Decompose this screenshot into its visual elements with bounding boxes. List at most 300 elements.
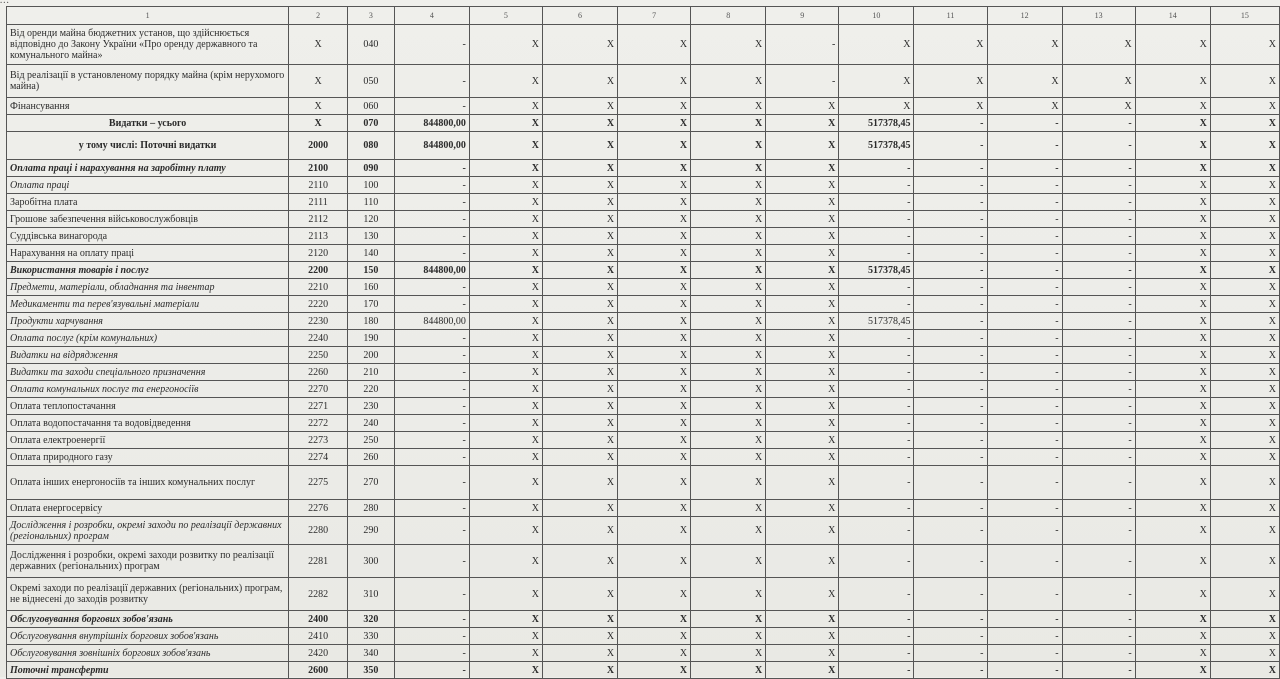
value-cell: - [1062, 245, 1135, 262]
value-cell: Х [766, 228, 839, 245]
value-cell: Х [1135, 398, 1210, 415]
value-cell: - [394, 347, 469, 364]
value-cell: Х [1135, 160, 1210, 177]
value-cell: Х [691, 65, 766, 98]
value-cell: Х [1135, 25, 1210, 65]
value-cell: - [1062, 211, 1135, 228]
value-cell: Х [469, 98, 542, 115]
table-row [7, 500, 1280, 517]
table-row [7, 330, 1280, 347]
value-cell: Х [766, 415, 839, 432]
row-code: 340 [348, 645, 395, 662]
table-row [7, 347, 1280, 364]
value-cell: Х [469, 262, 542, 279]
table-row [7, 645, 1280, 662]
value-cell: Х [691, 262, 766, 279]
value-cell: Х [1062, 98, 1135, 115]
row-label: Обслуговування внутрішніх боргових зобов'язань [7, 628, 289, 645]
column-number-4: 4 [394, 7, 469, 25]
value-cell: Х [618, 98, 691, 115]
value-cell: Х [766, 296, 839, 313]
value-cell: Х [839, 65, 914, 98]
value-cell: Х [618, 398, 691, 415]
row-code: 290 [348, 517, 395, 545]
value-cell: - [914, 381, 987, 398]
value-cell: Х [1135, 645, 1210, 662]
value-cell: Х [469, 177, 542, 194]
column-number-3: 3 [348, 7, 395, 25]
value-cell: 844800,00 [394, 313, 469, 330]
value-cell: Х [542, 25, 617, 65]
value-cell: Х [542, 398, 617, 415]
value-cell: Х [1135, 628, 1210, 645]
value-cell: - [914, 347, 987, 364]
value-cell: Х [1135, 432, 1210, 449]
value-cell: Х [1135, 611, 1210, 628]
value-cell: - [839, 466, 914, 500]
row-label: Оплата природного газу [7, 449, 289, 466]
row-label: Грошове забезпечення військовослужбовців [7, 211, 289, 228]
value-cell: - [839, 449, 914, 466]
value-cell: - [987, 432, 1062, 449]
value-cell: Х [542, 432, 617, 449]
value-cell: Х [914, 25, 987, 65]
value-cell: - [839, 330, 914, 347]
value-cell: - [914, 415, 987, 432]
value-cell: Х [469, 500, 542, 517]
value-cell: Х [1210, 313, 1279, 330]
value-cell: Х [542, 177, 617, 194]
value-cell: Х [766, 211, 839, 228]
value-cell: Х [618, 347, 691, 364]
value-cell: Х [766, 115, 839, 132]
value-cell: Х [691, 330, 766, 347]
value-cell: Х [1210, 98, 1279, 115]
kekv-code: 2276 [289, 500, 348, 517]
value-cell: - [914, 160, 987, 177]
value-cell: Х [1135, 500, 1210, 517]
row-label: Окремі заходи по реалізації державних (регіональних) програм, не віднесені до заходів розвитку [7, 578, 289, 611]
value-cell: Х [1210, 500, 1279, 517]
value-cell: Х [1135, 364, 1210, 381]
value-cell: Х [1135, 262, 1210, 279]
value-cell: - [987, 132, 1062, 160]
kekv-code: 2260 [289, 364, 348, 381]
value-cell: Х [1210, 662, 1279, 679]
value-cell: Х [469, 330, 542, 347]
value-cell: - [1062, 500, 1135, 517]
value-cell: Х [542, 262, 617, 279]
value-cell: Х [618, 177, 691, 194]
value-cell: Х [469, 415, 542, 432]
value-cell: Х [618, 364, 691, 381]
value-cell: - [839, 160, 914, 177]
kekv-code: 2280 [289, 517, 348, 545]
value-cell: - [914, 296, 987, 313]
value-cell: Х [1210, 25, 1279, 65]
value-cell: - [987, 245, 1062, 262]
value-cell: - [987, 398, 1062, 415]
value-cell: Х [1210, 245, 1279, 262]
value-cell: Х [469, 115, 542, 132]
value-cell: - [394, 194, 469, 211]
row-label: Оплата послуг (крім комунальних) [7, 330, 289, 347]
value-cell: - [839, 347, 914, 364]
table-row [7, 98, 1280, 115]
value-cell: Х [542, 364, 617, 381]
row-code: 190 [348, 330, 395, 347]
value-cell: - [394, 645, 469, 662]
table-row [7, 662, 1280, 679]
value-cell: Х [542, 211, 617, 228]
value-cell: Х [691, 415, 766, 432]
kekv-code: 2600 [289, 662, 348, 679]
value-cell: Х [1210, 517, 1279, 545]
value-cell: - [987, 228, 1062, 245]
value-cell: Х [766, 381, 839, 398]
value-cell: Х [618, 449, 691, 466]
value-cell: - [1062, 262, 1135, 279]
row-code: 240 [348, 415, 395, 432]
value-cell: - [1062, 449, 1135, 466]
column-number-12: 12 [987, 7, 1062, 25]
kekv-code: 2200 [289, 262, 348, 279]
value-cell: Х [618, 432, 691, 449]
value-cell: Х [691, 432, 766, 449]
value-cell: - [987, 115, 1062, 132]
column-number-6: 6 [542, 7, 617, 25]
value-cell: - [987, 177, 1062, 194]
value-cell: Х [914, 65, 987, 98]
table-row [7, 245, 1280, 262]
value-cell: Х [469, 25, 542, 65]
value-cell: Х [691, 364, 766, 381]
value-cell: - [839, 517, 914, 545]
kekv-code: 2410 [289, 628, 348, 645]
value-cell: Х [618, 115, 691, 132]
value-cell: - [839, 279, 914, 296]
value-cell: - [766, 25, 839, 65]
value-cell: Х [469, 160, 542, 177]
kekv-code: 2110 [289, 177, 348, 194]
value-cell: Х [542, 381, 617, 398]
value-cell: - [987, 466, 1062, 500]
value-cell: - [914, 245, 987, 262]
row-code: 100 [348, 177, 395, 194]
value-cell: - [914, 115, 987, 132]
value-cell: Х [469, 628, 542, 645]
value-cell: 517378,45 [839, 262, 914, 279]
value-cell: Х [618, 228, 691, 245]
value-cell: Х [766, 500, 839, 517]
value-cell: Х [618, 279, 691, 296]
value-cell: Х [1135, 194, 1210, 211]
value-cell: Х [1210, 262, 1279, 279]
value-cell: - [394, 466, 469, 500]
value-cell: Х [1135, 415, 1210, 432]
value-cell: Х [618, 662, 691, 679]
value-cell: - [914, 211, 987, 228]
row-code: 070 [348, 115, 395, 132]
kekv-code: 2120 [289, 245, 348, 262]
value-cell: Х [1210, 65, 1279, 98]
kekv-code: 2281 [289, 545, 348, 578]
value-cell: - [394, 228, 469, 245]
value-cell: - [987, 313, 1062, 330]
kekv-code: 2230 [289, 313, 348, 330]
value-cell: Х [469, 381, 542, 398]
value-cell: Х [691, 628, 766, 645]
kekv-code: 2113 [289, 228, 348, 245]
value-cell: - [987, 578, 1062, 611]
row-code: 320 [348, 611, 395, 628]
value-cell: - [914, 330, 987, 347]
row-label: Видатки на відрядження [7, 347, 289, 364]
value-cell: - [987, 330, 1062, 347]
value-cell: Х [1210, 347, 1279, 364]
value-cell: Х [1135, 381, 1210, 398]
value-cell: - [1062, 381, 1135, 398]
value-cell: Х [1210, 279, 1279, 296]
value-cell: Х [1135, 211, 1210, 228]
kekv-code: 2220 [289, 296, 348, 313]
value-cell: Х [766, 347, 839, 364]
value-cell: - [914, 279, 987, 296]
value-cell: - [987, 628, 1062, 645]
value-cell: Х [691, 245, 766, 262]
value-cell: Х [766, 432, 839, 449]
column-number-10: 10 [839, 7, 914, 25]
value-cell: Х [691, 466, 766, 500]
value-cell: Х [542, 160, 617, 177]
value-cell: - [914, 194, 987, 211]
value-cell: Х [1210, 432, 1279, 449]
value-cell: Х [1135, 662, 1210, 679]
value-cell: Х [469, 296, 542, 313]
value-cell: - [987, 662, 1062, 679]
value-cell: Х [1210, 228, 1279, 245]
value-cell: Х [618, 245, 691, 262]
value-cell: Х [542, 415, 617, 432]
value-cell: 517378,45 [839, 313, 914, 330]
value-cell: - [839, 645, 914, 662]
value-cell: Х [618, 132, 691, 160]
value-cell: 844800,00 [394, 115, 469, 132]
kekv-code: 2210 [289, 279, 348, 296]
value-cell: Х [469, 645, 542, 662]
value-cell: - [394, 364, 469, 381]
value-cell: Х [1135, 296, 1210, 313]
value-cell: Х [542, 313, 617, 330]
value-cell: Х [618, 262, 691, 279]
value-cell: - [987, 449, 1062, 466]
value-cell: Х [987, 25, 1062, 65]
value-cell: - [839, 245, 914, 262]
value-cell: Х [542, 662, 617, 679]
row-code: 160 [348, 279, 395, 296]
value-cell: Х [691, 500, 766, 517]
value-cell: Х [691, 545, 766, 578]
value-cell: Х [691, 228, 766, 245]
value-cell: - [394, 160, 469, 177]
value-cell: - [394, 330, 469, 347]
row-label: Від реалізації в установленому порядку майна (крім нерухомого майна) [7, 65, 289, 98]
value-cell: Х [542, 517, 617, 545]
value-cell: - [394, 545, 469, 578]
table-row [7, 545, 1280, 578]
value-cell: Х [691, 160, 766, 177]
value-cell: Х [618, 313, 691, 330]
row-label: Оплата праці [7, 177, 289, 194]
row-label: Оплата комунальних послуг та енергоносіїв [7, 381, 289, 398]
table-row [7, 313, 1280, 330]
row-label: Оплата електроенергії [7, 432, 289, 449]
value-cell: Х [766, 262, 839, 279]
row-label: у тому числі: Поточні видатки [7, 132, 289, 160]
row-code: 120 [348, 211, 395, 228]
budget-estimate-table [6, 6, 1280, 679]
value-cell: Х [1210, 177, 1279, 194]
value-cell: Х [766, 578, 839, 611]
row-code: 310 [348, 578, 395, 611]
value-cell: Х [618, 194, 691, 211]
value-cell: Х [469, 279, 542, 296]
value-cell: - [914, 578, 987, 611]
value-cell: Х [1062, 25, 1135, 65]
row-label: Заробітна плата [7, 194, 289, 211]
table-body [7, 7, 1280, 679]
value-cell: Х [691, 645, 766, 662]
kekv-code: 2273 [289, 432, 348, 449]
value-cell: Х [469, 662, 542, 679]
value-cell: Х [1135, 347, 1210, 364]
value-cell: - [1062, 228, 1135, 245]
value-cell: Х [1135, 313, 1210, 330]
value-cell: - [914, 611, 987, 628]
value-cell: Х [987, 65, 1062, 98]
row-code: 150 [348, 262, 395, 279]
row-code: 350 [348, 662, 395, 679]
value-cell: Х [469, 364, 542, 381]
kekv-code: 2271 [289, 398, 348, 415]
value-cell: Х [766, 160, 839, 177]
row-code: 230 [348, 398, 395, 415]
kekv-code: 2111 [289, 194, 348, 211]
value-cell: Х [618, 330, 691, 347]
value-cell: Х [1210, 545, 1279, 578]
value-cell: - [987, 296, 1062, 313]
value-cell: Х [1210, 578, 1279, 611]
value-cell: Х [1135, 228, 1210, 245]
kekv-code: 2270 [289, 381, 348, 398]
value-cell: Х [618, 466, 691, 500]
table-row [7, 177, 1280, 194]
column-number-11: 11 [914, 7, 987, 25]
row-code: 040 [348, 25, 395, 65]
value-cell: - [394, 177, 469, 194]
table-row [7, 296, 1280, 313]
value-cell: - [987, 160, 1062, 177]
value-cell: Х [1135, 517, 1210, 545]
value-cell: - [914, 545, 987, 578]
value-cell: - [914, 662, 987, 679]
row-code: 280 [348, 500, 395, 517]
kekv-code: 2420 [289, 645, 348, 662]
value-cell: Х [1135, 545, 1210, 578]
table-row [7, 194, 1280, 211]
value-cell: - [987, 211, 1062, 228]
value-cell: - [394, 245, 469, 262]
value-cell: Х [766, 611, 839, 628]
value-cell: Х [618, 296, 691, 313]
value-cell: Х [469, 466, 542, 500]
value-cell: - [1062, 432, 1135, 449]
value-cell: Х [469, 211, 542, 228]
row-label: Продукти харчування [7, 313, 289, 330]
row-label: Суддівська винагорода [7, 228, 289, 245]
value-cell: - [914, 500, 987, 517]
value-cell: - [914, 177, 987, 194]
value-cell: - [839, 415, 914, 432]
value-cell: 844800,00 [394, 262, 469, 279]
value-cell: - [1062, 415, 1135, 432]
value-cell: 517378,45 [839, 115, 914, 132]
kekv-code: Х [289, 65, 348, 98]
value-cell: Х [1210, 611, 1279, 628]
value-cell: - [839, 662, 914, 679]
value-cell: - [839, 228, 914, 245]
value-cell: Х [542, 347, 617, 364]
table-row [7, 398, 1280, 415]
kekv-code: 2250 [289, 347, 348, 364]
value-cell: Х [766, 245, 839, 262]
column-number-7: 7 [618, 7, 691, 25]
value-cell: Х [691, 517, 766, 545]
value-cell: Х [1062, 65, 1135, 98]
value-cell: Х [542, 296, 617, 313]
value-cell: - [839, 398, 914, 415]
value-cell: - [914, 432, 987, 449]
column-number-14: 14 [1135, 7, 1210, 25]
value-cell: - [987, 545, 1062, 578]
value-cell: - [914, 364, 987, 381]
value-cell: Х [839, 25, 914, 65]
value-cell: Х [542, 449, 617, 466]
value-cell: - [914, 262, 987, 279]
value-cell: - [394, 211, 469, 228]
row-code: 300 [348, 545, 395, 578]
value-cell: Х [542, 245, 617, 262]
table-row [7, 160, 1280, 177]
value-cell: Х [766, 330, 839, 347]
value-cell: Х [691, 115, 766, 132]
value-cell: Х [766, 466, 839, 500]
value-cell: Х [691, 194, 766, 211]
value-cell: Х [618, 65, 691, 98]
value-cell: - [987, 194, 1062, 211]
row-label: Медикаменти та перев'язувальні матеріали [7, 296, 289, 313]
row-code: 210 [348, 364, 395, 381]
value-cell: - [1062, 347, 1135, 364]
value-cell: Х [542, 628, 617, 645]
column-number-2: 2 [289, 7, 348, 25]
kekv-code: 2282 [289, 578, 348, 611]
row-code: 250 [348, 432, 395, 449]
value-cell: - [394, 578, 469, 611]
value-cell: - [839, 432, 914, 449]
value-cell: - [839, 611, 914, 628]
value-cell: Х [542, 279, 617, 296]
